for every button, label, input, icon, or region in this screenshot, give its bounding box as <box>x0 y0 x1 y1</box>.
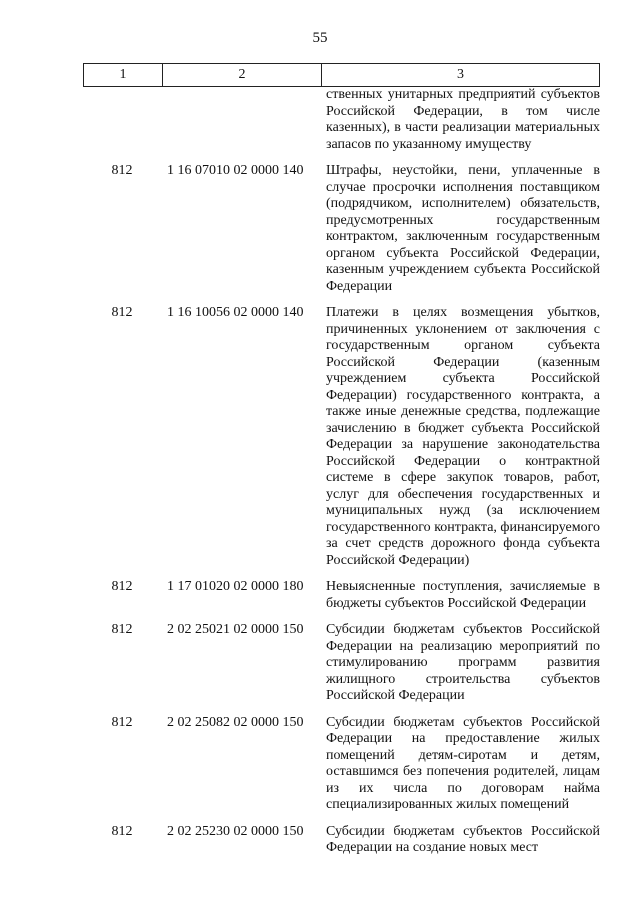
admin-code-cell: 812 <box>111 163 133 178</box>
budget-codes-table <box>83 63 600 857</box>
admin-code-cell <box>83 87 161 153</box>
admin-code-cell: 812 <box>111 622 133 637</box>
table-row <box>83 305 600 569</box>
column-header-2: 2 <box>163 64 322 86</box>
budget-code-cell: 2 02 25230 02 0000 150 <box>167 823 304 839</box>
description-cell: Субсидии бюджетам субъектов Российской Федерации на предоставление жилых помещений детям-сиротам и детям, оставшимся без попечения родителей, лицам из их числа по договорам найма специализированных жилых помещений <box>326 714 600 812</box>
description-cell: Субсидии бюджетам субъектов Российской Федерации на создание новых мест <box>326 823 600 855</box>
budget-code-cell: 2 02 25082 02 0000 150 <box>167 714 304 730</box>
table-header <box>83 63 600 87</box>
budget-code-cell <box>161 87 319 153</box>
table-row <box>83 87 600 153</box>
table-row <box>83 622 600 705</box>
description-cell: Штрафы, неустойки, пени, уплаченные в случае просрочки исполнения поставщиком (подрядчиком, исполнителем) обязательств, предусмотренных государственным контрактом, заключенным государственным органом субъекта Российской Федерации, казенным учреждением субъекта Российской Федерации <box>326 163 600 294</box>
admin-code-cell: 812 <box>111 823 133 839</box>
column-header-1: 1 <box>84 64 163 86</box>
table-row <box>83 163 600 295</box>
table-row <box>83 715 600 814</box>
description-cell: Невыясненные поступления, зачисляемые в бюджеты субъектов Российской Федерации <box>326 579 600 611</box>
budget-code-cell: 1 16 10056 02 0000 140 <box>167 305 304 320</box>
description-cell: Субсидии бюджетам субъектов Российской Федерации на реализацию мероприятий по стимулированию программ развития жилищного строительства субъектов Российской Федерации <box>326 622 600 703</box>
table-row <box>83 579 600 612</box>
description-cell: ственных унитарных предприятий субъектов Российской Федерации, в том числе казенных), в части реализации материальных запасов по указанному имуществу <box>326 87 600 152</box>
table-row <box>83 824 600 857</box>
admin-code-cell: 812 <box>111 579 133 594</box>
column-header-3: 3 <box>322 64 600 86</box>
budget-code-cell: 1 17 01020 02 0000 180 <box>167 579 304 594</box>
budget-code-cell: 2 02 25021 02 0000 150 <box>167 622 304 637</box>
admin-code-cell: 812 <box>111 714 133 730</box>
admin-code-cell: 812 <box>111 305 133 320</box>
description-cell: Платежи в целях возмещения убытков, причиненных уклонением от заключения с государственным органом субъекта Российской Федерации (казенным учреждением субъекта Российской Федерации) государственного контракта, а также иные денежные средства, подлежащие зачислению в бюджет субъекта Российской Федерации за нарушение законодательства Российской Федерации о контрактной системе в сфере закупок товаров, работ, услуг для обеспечения государственных и муниципальных нужд (за исключением государственного контракта, финансируемого за счет средств дорожного фонда субъекта Российской Федерации) <box>326 305 600 568</box>
budget-code-cell: 1 16 07010 02 0000 140 <box>167 163 304 178</box>
page-number: 55 <box>312 30 328 46</box>
